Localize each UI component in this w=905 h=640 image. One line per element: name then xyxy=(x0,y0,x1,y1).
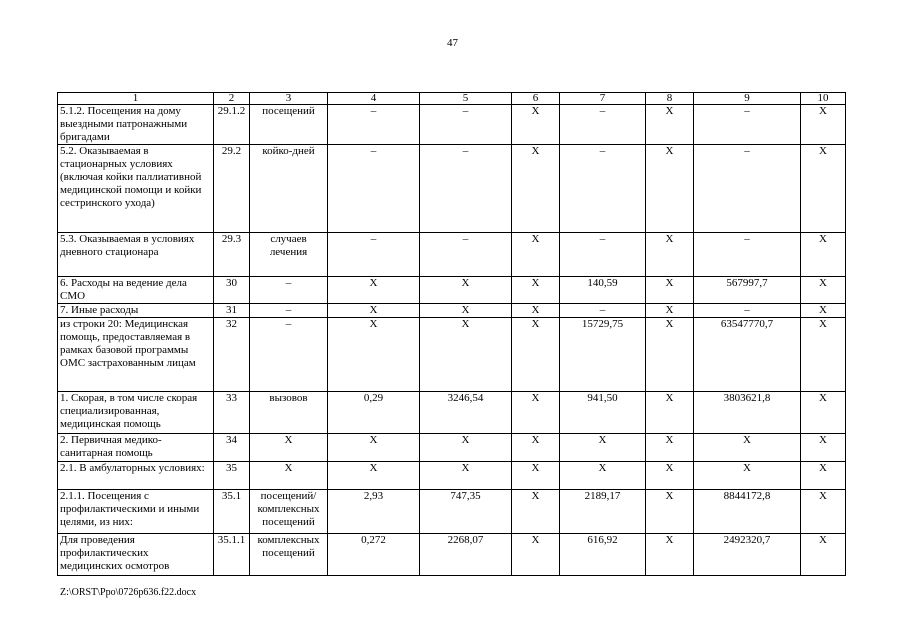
table-cell: Х xyxy=(512,392,560,434)
table-cell: Х xyxy=(694,462,801,490)
table-cell: Х xyxy=(646,534,694,576)
row-label: 2.1.1. Посещения с профилактическими и иными целями, из них: xyxy=(58,490,214,534)
row-label: 5.2. Оказываемая в стационарных условиях (включая койки паллиативной медицинской помощи и койки сестринского ухода) xyxy=(58,145,214,233)
table-row xyxy=(58,534,846,576)
table-cell: 29.1.2 xyxy=(214,105,250,145)
table-cell: койко-дней xyxy=(250,145,328,233)
table-cell: – xyxy=(694,105,801,145)
table-cell: Х xyxy=(646,277,694,304)
table-cell: – xyxy=(560,304,646,318)
table-cell: Х xyxy=(646,462,694,490)
table-cell: 35.1.1 xyxy=(214,534,250,576)
table-cell: – xyxy=(420,145,512,233)
row-label: из строки 20: Медицинская помощь, предоставляемая в рамках базовой программы ОМС застрахованным лицам xyxy=(58,318,214,392)
column-number: 2 xyxy=(214,93,250,105)
table-cell: – xyxy=(560,233,646,277)
table-cell: Х xyxy=(328,304,420,318)
table-cell: Х xyxy=(801,105,846,145)
table-cell: 63547770,7 xyxy=(694,318,801,392)
table-cell: 30 xyxy=(214,277,250,304)
table-cell: 941,50 xyxy=(560,392,646,434)
table-cell: Х xyxy=(646,318,694,392)
table-cell: 0,29 xyxy=(328,392,420,434)
data-table xyxy=(57,92,846,576)
table-cell: комплексных посещений xyxy=(250,534,328,576)
row-label: 1. Скорая, в том числе скорая специализированная, медицинская помощь xyxy=(58,392,214,434)
table-row xyxy=(58,105,846,145)
table-cell: Х xyxy=(512,145,560,233)
table-cell: – xyxy=(694,145,801,233)
table-cell: Х xyxy=(646,434,694,462)
table-cell: Х xyxy=(801,277,846,304)
table-row xyxy=(58,233,846,277)
table-cell: Х xyxy=(420,318,512,392)
table-cell: – xyxy=(328,233,420,277)
table-cell: Х xyxy=(646,233,694,277)
table-cell: Х xyxy=(328,318,420,392)
table-cell: Х xyxy=(512,105,560,145)
table-cell: – xyxy=(250,318,328,392)
table-cell: Х xyxy=(560,434,646,462)
table-cell: 0,272 xyxy=(328,534,420,576)
column-number: 8 xyxy=(646,93,694,105)
table-cell: Х xyxy=(250,462,328,490)
table-cell: 567997,7 xyxy=(694,277,801,304)
table-cell: Х xyxy=(801,318,846,392)
row-label: 6. Расходы на ведение дела СМО xyxy=(58,277,214,304)
table-cell: 2189,17 xyxy=(560,490,646,534)
column-number: 10 xyxy=(801,93,846,105)
table-row xyxy=(58,145,846,233)
table-cell: 31 xyxy=(214,304,250,318)
table-cell: – xyxy=(560,105,646,145)
table-cell: 29.3 xyxy=(214,233,250,277)
row-label: 5.1.2. Посещения на дому выездными патронажными бригадами xyxy=(58,105,214,145)
table-cell: 8844172,8 xyxy=(694,490,801,534)
table-row xyxy=(58,490,846,534)
table-cell: случаев лечения xyxy=(250,233,328,277)
table-cell: посещений/ комплексных посещений xyxy=(250,490,328,534)
table-cell: – xyxy=(560,145,646,233)
table-cell: Х xyxy=(801,534,846,576)
table-cell: Х xyxy=(801,462,846,490)
page-number: 47 xyxy=(447,37,458,49)
table-cell: 33 xyxy=(214,392,250,434)
table-cell: – xyxy=(250,277,328,304)
table-cell: 2268,07 xyxy=(420,534,512,576)
table-cell: Х xyxy=(801,233,846,277)
table-row xyxy=(58,462,846,490)
footer-file-path: Z:\ORST\Ppo\0726p636.f22.docx xyxy=(60,587,197,598)
table-cell: 34 xyxy=(214,434,250,462)
table-cell: 35.1 xyxy=(214,490,250,534)
table-cell: – xyxy=(250,304,328,318)
table-row xyxy=(58,392,846,434)
row-label: 5.3. Оказываемая в условиях дневного стационара xyxy=(58,233,214,277)
table-cell: Х xyxy=(801,145,846,233)
table-cell: Х xyxy=(420,304,512,318)
table-cell: Х xyxy=(512,434,560,462)
table-cell: Х xyxy=(646,490,694,534)
table-cell: – xyxy=(694,304,801,318)
table-cell: Х xyxy=(512,233,560,277)
table-cell: Х xyxy=(512,318,560,392)
table-cell: 32 xyxy=(214,318,250,392)
row-label: 2.1. В амбулаторных условиях: xyxy=(58,462,214,490)
column-number: 7 xyxy=(560,93,646,105)
column-number: 3 xyxy=(250,93,328,105)
row-label: 2. Первичная медико-санитарная помощь xyxy=(58,434,214,462)
table-cell: – xyxy=(328,145,420,233)
table-cell: 747,35 xyxy=(420,490,512,534)
table-cell: 35 xyxy=(214,462,250,490)
table-cell: Х xyxy=(512,277,560,304)
table-row xyxy=(58,434,846,462)
table-cell: – xyxy=(328,105,420,145)
table-cell: Х xyxy=(801,392,846,434)
table-cell: 3246,54 xyxy=(420,392,512,434)
table-cell: Х xyxy=(512,462,560,490)
table-cell: Х xyxy=(328,462,420,490)
table-cell: Х xyxy=(646,304,694,318)
table-cell: Х xyxy=(646,392,694,434)
table-cell: Х xyxy=(250,434,328,462)
table-cell: Х xyxy=(512,304,560,318)
table-row xyxy=(58,277,846,304)
table-cell: – xyxy=(420,105,512,145)
table-cell: – xyxy=(694,233,801,277)
header-row xyxy=(58,93,846,105)
table-cell: Х xyxy=(328,277,420,304)
table-cell: Х xyxy=(646,145,694,233)
table-cell: Х xyxy=(420,434,512,462)
table-row xyxy=(58,318,846,392)
table-cell: Х xyxy=(328,434,420,462)
table-cell: 15729,75 xyxy=(560,318,646,392)
column-number: 9 xyxy=(694,93,801,105)
table-cell: Х xyxy=(801,490,846,534)
table-cell: Х xyxy=(694,434,801,462)
table-cell: Х xyxy=(420,462,512,490)
table-row xyxy=(58,304,846,318)
table-cell: Х xyxy=(512,490,560,534)
column-number: 5 xyxy=(420,93,512,105)
row-label: Для проведения профилактических медицинских осмотров xyxy=(58,534,214,576)
table-cell: вызовов xyxy=(250,392,328,434)
column-number: 6 xyxy=(512,93,560,105)
table-cell: Х xyxy=(512,534,560,576)
table-cell: 140,59 xyxy=(560,277,646,304)
column-number: 1 xyxy=(58,93,214,105)
table-cell: Х xyxy=(801,304,846,318)
table-cell: – xyxy=(420,233,512,277)
table-cell: Х xyxy=(560,462,646,490)
table-cell: Х xyxy=(420,277,512,304)
table-cell: посещений xyxy=(250,105,328,145)
table-cell: 2492320,7 xyxy=(694,534,801,576)
table-cell: 2,93 xyxy=(328,490,420,534)
column-number: 4 xyxy=(328,93,420,105)
table-cell: 3803621,8 xyxy=(694,392,801,434)
table-cell: Х xyxy=(646,105,694,145)
row-label: 7. Иные расходы xyxy=(58,304,214,318)
table-cell: 616,92 xyxy=(560,534,646,576)
table-cell: 29.2 xyxy=(214,145,250,233)
table-cell: Х xyxy=(801,434,846,462)
